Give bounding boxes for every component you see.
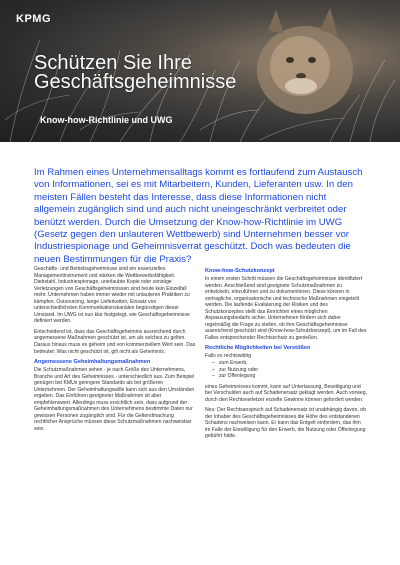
right-heading-1: Know-how-Schutzkonzept [205, 268, 275, 274]
right-paragraph-4: Neu: Der Rechtsanspruch auf Schadenersatz ist unabhängig davon, ob der Inhaber des Geschäftsgeheimnisses die Höhe des entstandenen Schadens nachweisen kann. Er kann das Entgelt einfordern, das ihm im Falle der Einwilligung für den Erwerb, die Nutzung oder Offenlegung gebührt hätte. [205, 407, 366, 440]
page-subtitle: Know-how-Richtlinie und UWG [40, 115, 173, 125]
right-paragraph-2: Falls es rechtswidrig [205, 353, 252, 360]
kpmg-logo: KPMG [16, 13, 51, 25]
left-heading-1: Angemessene Geheimhaltungsmaßnahmen [34, 359, 151, 366]
right-heading-2: Rechtliche Möglichkeiten bei Verstößen [205, 345, 311, 352]
intro-paragraph: Im Rahmen eines Unternehmensalltags kommt es fortlaufend zum Austausch von Informationen, sei es mit Mitarbeitern, Kunden, Lieferanten usw. In den meisten Fällen besteht das Interesse, dass diese Informationen nicht allgemein zugänglich sind und auch nicht uneingeschränkt verbreitet oder benützt werden. Durch die Umsetzung der Know-how-Richtlinie im UWG (Gesetz gegen den unlauteren Wettbewerb) sind Unternehmen besser vor Industriespionage und Geheimnisverrat geschützt. Doch was bedeuten die neuen Bestimmungen für die Praxis? [34, 167, 363, 265]
right-column [205, 266, 367, 444]
list-item: – zur Offenlegung [219, 373, 367, 380]
title-line-1: Schützen Sie Ihre [34, 52, 192, 74]
violation-list [205, 360, 367, 380]
right-paragraph-1: In einem ersten Schritt müssen die Geschäftsgeheimnisse identifiziert werden. Anschließend sind geeignete Schutzmaßnahmen zu entwickeln, einzuführen und zu dokumentieren. Diese können in vertragliche, organisatorische und technische Maßnahmen eingeteilt werden. Die laufende Evaluierung der Risiken und des Schutzkonzeptes stellt das Einrichten eines möglichen Anpassungsbedarfs sicher. Unternehmen fördern sich daher regelmäßig die Frage zu stellen, ob ihre Geschäftsgeheimnisse ausreichend geschützt sind (Know-how-Schutzkonzept), um im Fall des Falles entsprechender Rechtsschutz zu genießen. [205, 276, 367, 341]
page-title [34, 54, 236, 92]
left-column [34, 266, 196, 437]
left-paragraph-2: Entscheidend ist, dass das Geschäftsgeheimnis ausreichend durch angemessene Maßnahmen geschützt ist, um als solches zu gelten. Daraus hinaus muss es geheim und von kommerziellem Wert sein. Das bedeutet: Was nicht geschützt ist, gilt nicht als Geheimnis. [34, 328, 196, 355]
list-item: – zur Nutzung oder [219, 367, 367, 374]
left-paragraph-3: Die Schutzmaßnahmen sehen - je nach Größe des Unternehmens, Branche und Art des Geheimnisses - unterschiedlich aus. Zum Beispiel genügen bei KMUs geringere Standards als bei größeren Unternehmen. Der Geheimhaltungswille kann sich aus den Umständen ergeben. Das Einführen geeigneter Maßnahmen ist aber empfehlenswert. Allerdings muss ersichtlich sein, dass aufgrund der Geheimhaltungsmaßnahmen des Unternehmens bestimmte Daten nur gewissen Personen zugänglich sind. Für die Geltendmachung rechtlicher Ansprüche müssen diese Schutzmaßnahmen nachweisbar sein. [34, 367, 195, 433]
title-line-2: Geschäftsgeheimnisse [34, 71, 237, 93]
list-item: – zum Erwerb, [219, 360, 367, 367]
left-paragraph-1: Geschäfts- und Betriebsgeheimnisse sind ein essenzielles Managementinstrument und stärken die Wettbewerbsfähigkeit. Diebstahl, Industriespionage, unerlaubte Kopie oder sonstige Verletzungen von Geschäftsgeheimnissen sind heute kein Einzelfall mehr. Unternehmen haben immer wieder mit unlauteren Praktiken zu kämpfen. Outsourcing, lange Lieferketten, Einsatz von unterschiedlichsten Kommunikationskanälen begünstigen dieser Umstand. Im UWG ist nun klar festgelegt, wie Geschäftsgeheimnisse definiert werden. [34, 266, 190, 325]
right-paragraph-3: eines Geheimnisses kommt, kann auf Unterlassung, Beseitigung und bei Verschulden auch auf Schadenersatz geklagt werden. Auch vorweg, durch den Rechtsverletzer erzielte Gewinne können gefordert werden. [205, 383, 367, 403]
hero-banner [0, 0, 400, 142]
